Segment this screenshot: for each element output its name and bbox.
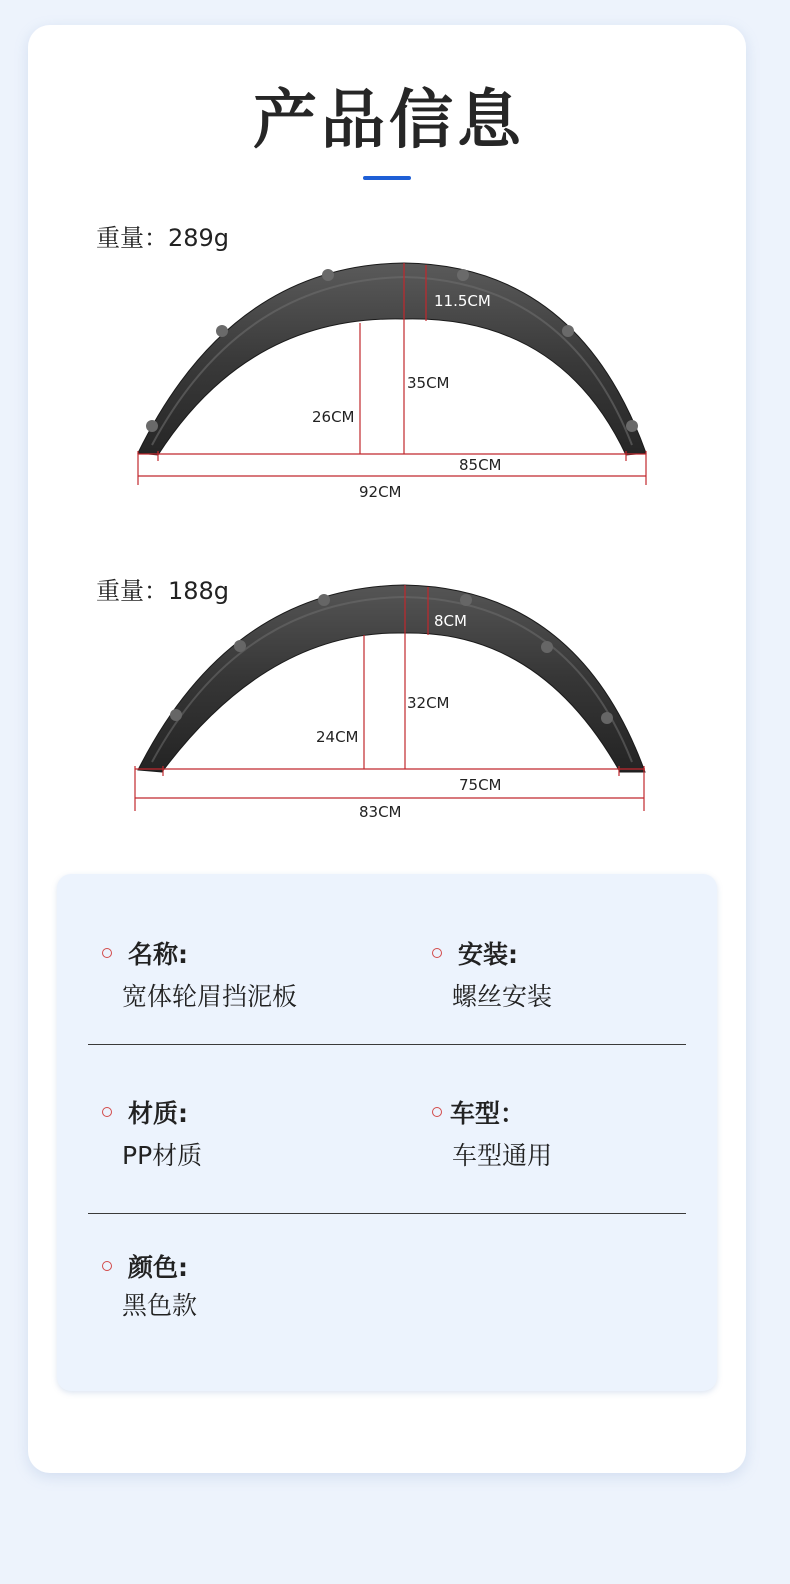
circle-bullet-icon [432,948,442,958]
fender-2-inner-span: 75CM [459,776,502,794]
spec-name-value: 宽体轮眉挡泥板 [122,982,298,1011]
fender-2-flare-width: 8CM [434,612,467,630]
fender-1-mount-1 [146,420,158,432]
fender-1-diagram [0,255,778,505]
fender-1-mount-5 [562,325,574,337]
spec-color-label: 颜色: [128,1253,188,1282]
fender-2-mount-5 [541,641,553,653]
spec-install-label: 安装: [458,940,518,969]
fender-2-shape [138,585,645,772]
fender-1-mount-6 [626,420,638,432]
fender-1-height-inner: 26CM [312,408,355,426]
title-underline [363,176,411,180]
spec-divider [88,1213,686,1214]
fender-1-weight: 重量：289g [96,224,230,252]
fender-1-mount-3 [322,269,334,281]
spec-vehicle-label: 车型： [450,1099,526,1128]
fender-1-outer-span: 92CM [359,483,402,501]
spec-material-label: 材质: [128,1099,188,1128]
spec-divider [88,1044,686,1045]
spec-vehicle-value: 车型通用 [452,1141,553,1170]
fender-1-mount-4 [457,269,469,281]
fender-2-mount-1 [170,709,182,721]
circle-bullet-icon [102,1261,112,1271]
spec-material-value: PP材质 [122,1141,203,1170]
fender-1-height-outer: 35CM [407,374,450,392]
page-title: 产品信息 [253,84,525,158]
fender-1-mount-2 [216,325,228,337]
circle-bullet-icon [102,1107,112,1117]
fender-1-flare-width: 11.5CM [434,292,491,310]
fender-2-weight: 重量：188g [96,577,230,605]
fender-1-inner-span: 85CM [459,456,502,474]
circle-bullet-icon [432,1107,442,1117]
spec-install-value: 螺丝安装 [452,982,553,1011]
fender-2-mount-6 [601,712,613,724]
fender-2-mount-4 [460,594,472,606]
fender-2-outer-span: 83CM [359,803,402,821]
fender-2-height-inner: 24CM [316,728,359,746]
spec-name-label: 名称: [128,940,188,969]
spec-color-value: 黑色款 [122,1291,198,1320]
fender-2-mount-3 [318,594,330,606]
fender-2-diagram [0,580,778,830]
fender-2-mount-2 [234,640,246,652]
circle-bullet-icon [102,948,112,958]
fender-2-height-outer: 32CM [407,694,450,712]
